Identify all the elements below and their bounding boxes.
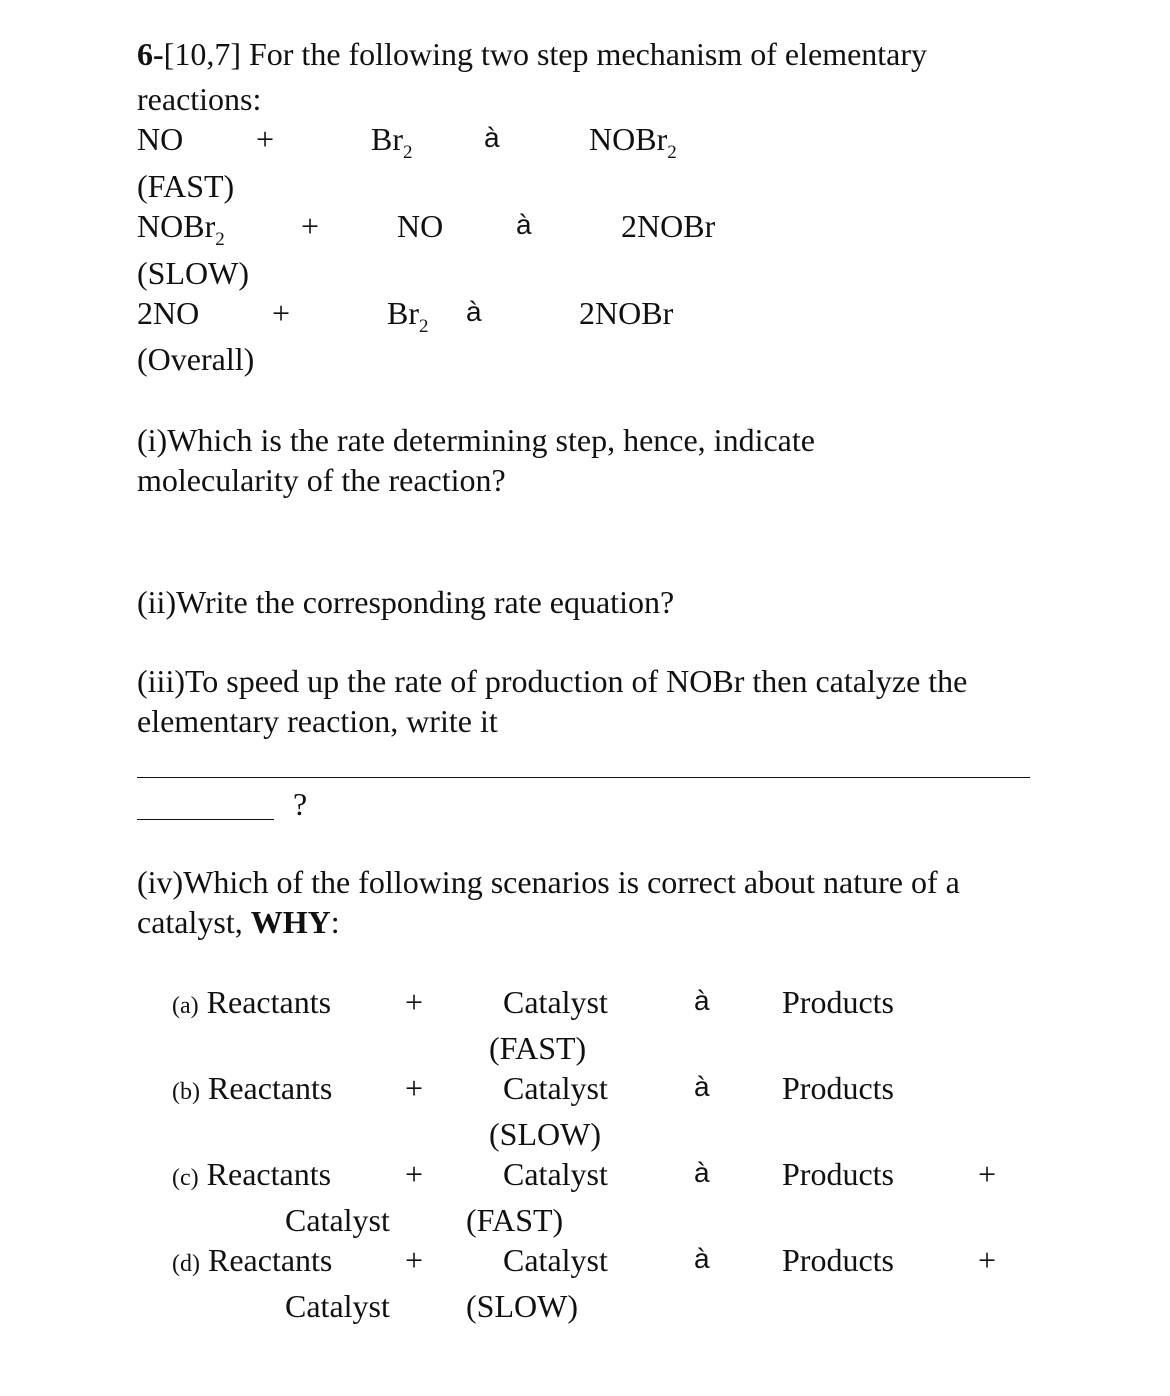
step1-product: NOBr$_2$ (589, 121, 677, 163)
overall-product: 2NOBr (579, 295, 674, 331)
scenario-c-products: Products (782, 1156, 894, 1192)
scenario-b-plus: + (405, 1070, 424, 1106)
scenario-d-product-catalyst: Catalyst (285, 1288, 390, 1324)
step1-reactant1: NO (137, 121, 184, 157)
scenario-b-speed: (SLOW) (489, 1116, 601, 1152)
scenario-b-label: (b) (172, 1079, 200, 1105)
step1-reactant2: $Br_2$ (371, 121, 413, 163)
overall-arrow: à (466, 296, 482, 327)
scenario-c-plus: + (405, 1156, 424, 1192)
part-ii: (ii)Write the corresponding rate equation? (137, 584, 675, 620)
answer-line-long[interactable] (137, 777, 1030, 778)
scenario-c-reactants: (c) Reactants (172, 1156, 332, 1192)
answer-question-mark: ? (293, 786, 308, 822)
scenario-d-label: (d) (172, 1251, 200, 1277)
scenario-b-reactants: (b) Reactants (172, 1070, 333, 1106)
scenario-d-arrow: à (694, 1243, 710, 1274)
overall-reactant2: $Br_2$ (387, 295, 429, 337)
question-header (137, 38, 927, 70)
scenario-b-arrow: à (694, 1071, 710, 1102)
scenario-a-products: Products (782, 984, 894, 1020)
overall-reactant1: 2NO (137, 295, 200, 331)
step1-plus: + (256, 121, 275, 157)
scenario-c-products-plus: + (978, 1156, 997, 1192)
part-iii-line1: (iii)To speed up the rate of production of NOBr then catalyze the (137, 663, 968, 699)
step2-speed: (SLOW) (137, 255, 249, 291)
scenario-b-catalyst: Catalyst (503, 1070, 608, 1106)
scenario-d-products: Products (782, 1242, 894, 1278)
question-marks: [10,7] (163, 36, 241, 72)
scenario-d-catalyst: Catalyst (503, 1242, 608, 1278)
part-iv-line2: catalyst, WHY: (137, 904, 340, 940)
step2-reactant1: NOBr$_2$ (137, 208, 225, 250)
overall-plus: + (272, 295, 291, 331)
scenario-a-label: (a) (172, 993, 199, 1019)
step1-arrow: à (484, 122, 500, 153)
scenario-d-plus: + (405, 1242, 424, 1278)
step1-speed: (FAST) (137, 168, 235, 204)
scenario-c-catalyst: Catalyst (503, 1156, 608, 1192)
part-iii-line2: elementary reaction, write it (137, 703, 498, 739)
scenario-d-products-plus: + (978, 1242, 997, 1278)
scenario-d-reactants: (d) Reactants (172, 1242, 333, 1278)
part-iv-line1: (iv)Which of the following scenarios is correct about nature of a (137, 864, 960, 900)
scenario-c-arrow: à (694, 1157, 710, 1188)
why-emphasis: WHY (250, 904, 331, 940)
answer-line-short[interactable] (137, 819, 274, 820)
scenario-a-plus: + (405, 984, 424, 1020)
question-intro-continued: reactions: (137, 81, 262, 117)
scenario-c-label: (c) (172, 1165, 199, 1191)
scenario-a-catalyst: Catalyst (503, 984, 608, 1020)
scenario-a-reactants: (a) Reactants (172, 984, 332, 1020)
scenario-c-speed: (FAST) (466, 1202, 564, 1238)
part-i-line2: molecularity of the reaction? (137, 462, 506, 498)
scenario-c-product-catalyst: Catalyst (285, 1202, 390, 1238)
step2-product: 2NOBr (621, 208, 716, 244)
scenario-a-arrow: à (694, 985, 710, 1016)
step2-plus: + (301, 208, 320, 244)
question-number: 6- (137, 36, 164, 72)
scenario-b-products: Products (782, 1070, 894, 1106)
overall-speed: (Overall) (137, 341, 255, 377)
scenario-d-speed: (SLOW) (466, 1288, 578, 1324)
part-i-line1: (i)Which is the rate determining step, hence, indicate (137, 422, 815, 458)
question-intro: For the following two step mechanism of elementary (240, 36, 928, 72)
step2-reactant2: NO (397, 208, 444, 244)
step2-arrow: à (516, 209, 532, 240)
scenario-a-speed: (FAST) (489, 1030, 587, 1066)
